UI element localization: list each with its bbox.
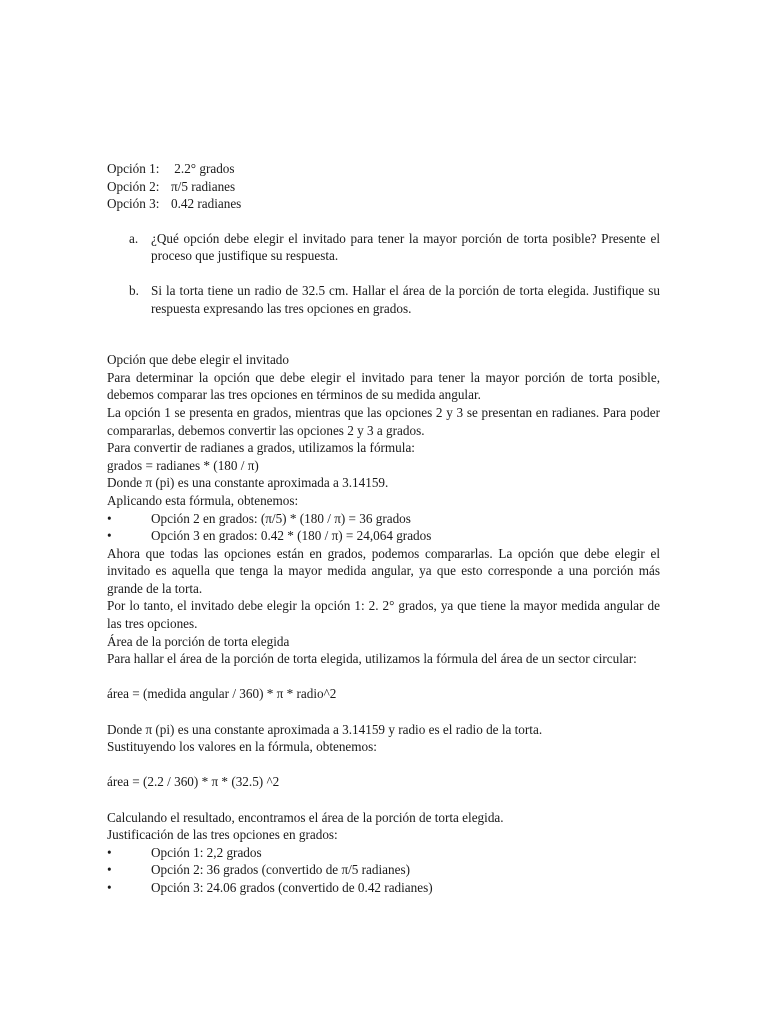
document-page	[107, 160, 660, 897]
bullet-text: Opción 2 en grados: (π/5) * (180 / π) = 36 grados	[151, 510, 411, 526]
paragraph: Aplicando esta fórmula, obtenemos:	[107, 492, 299, 508]
option-value: 0.42 radianes	[171, 196, 242, 212]
paragraph: Para determinar la opción que debe elegir el invitado para tener la mayor porción de torta posible, debemos comparar las tres opciones en términos de su medida angular.	[107, 369, 660, 403]
option-label: Opción 2:	[107, 178, 160, 194]
bullet-text: Opción 1: 2,2 grados	[151, 844, 262, 860]
option-value: π/5 radianes	[171, 178, 236, 194]
paragraph: Ahora que todas las opciones están en grados, podemos compararlas. La opción que debe elegir el invitado es aquella que tenga la mayor medida angular, ya que esto corresponde a una porción más grande de la torta.	[107, 545, 660, 596]
bullet-item	[107, 527, 660, 545]
blank-line	[107, 703, 660, 721]
questions-list	[107, 230, 660, 317]
bullet-text: Opción 3 en grados: 0.42 * (180 / π) = 24,064 grados	[151, 528, 432, 544]
bullet-symbol: •	[107, 528, 112, 544]
option-label: Opción 3:	[107, 196, 160, 212]
paragraph: Donde π (pi) es una constante aproximada a 3.14159 y radio es el radio de la torta.	[107, 721, 543, 737]
option-label: Opción 1:	[107, 161, 160, 176]
option-row	[107, 160, 660, 178]
formula: grados = radianes * (180 / π)	[107, 457, 259, 473]
question-letter: b.	[129, 282, 139, 298]
paragraph: Por lo tanto, el invitado debe elegir la opción 1: 2. 2° grados, ya que tiene la mayor medida angular de las tres opciones.	[107, 598, 660, 632]
bullet-symbol: •	[107, 879, 112, 895]
blank-line	[107, 668, 660, 686]
formula: área = (2.2 / 360) * π * (32.5) ^2	[107, 774, 280, 790]
bullet-symbol: •	[107, 510, 112, 526]
question-text: Si la torta tiene un radio de 32.5 cm. Hallar el área de la porción de torta elegida. Justifique su respuesta expresando las tres opciones en grados.	[151, 282, 660, 316]
bullet-text: Opción 2: 36 grados (convertido de π/5 radianes)	[151, 862, 410, 878]
bullet-item	[107, 879, 660, 897]
paragraph: Sustituyendo los valores en la fórmula, obtenemos:	[107, 739, 377, 755]
paragraph: Para convertir de radianes a grados, utilizamos la fórmula:	[107, 440, 415, 456]
formula: área = (medida angular / 360) * π * radio^2	[107, 686, 337, 702]
question-item	[129, 282, 660, 317]
bullet-text: Opción 3: 24.06 grados (convertido de 0.42 radianes)	[151, 879, 433, 895]
paragraph: Donde π (pi) es una constante aproximada a 3.14159.	[107, 475, 389, 491]
option-row	[107, 178, 660, 196]
section-heading: Área de la porción de torta elegida	[107, 633, 290, 649]
bullet-symbol: •	[107, 844, 112, 860]
blank-line	[107, 791, 660, 809]
blank-line	[107, 756, 660, 774]
option-value: 2.2° grados	[171, 161, 235, 176]
question-text: ¿Qué opción debe elegir el invitado para tener la mayor porción de torta posible? Presente el proceso que justifique su respuesta.	[151, 230, 660, 264]
paragraph: Para hallar el área de la porción de torta elegida, utilizamos la fórmula del área de un sector circular:	[107, 651, 637, 667]
section-heading: Opción que debe elegir el invitado	[107, 352, 289, 368]
paragraph: Calculando el resultado, encontramos el área de la porción de torta elegida.	[107, 809, 504, 825]
bullet-item	[107, 861, 660, 879]
options-list	[107, 160, 660, 213]
paragraph: Justificación de las tres opciones en grados:	[107, 827, 338, 843]
paragraph: La opción 1 se presenta en grados, mientras que las opciones 2 y 3 se presentan en radianes. Para poder compararlas, debemos convertir las opciones 2 y 3 a grados.	[107, 404, 660, 438]
option-row	[107, 195, 660, 213]
bullet-item	[107, 510, 660, 528]
question-letter: a.	[129, 230, 139, 246]
question-item	[129, 230, 660, 265]
bullet-item	[107, 844, 660, 862]
bullet-symbol: •	[107, 862, 112, 878]
